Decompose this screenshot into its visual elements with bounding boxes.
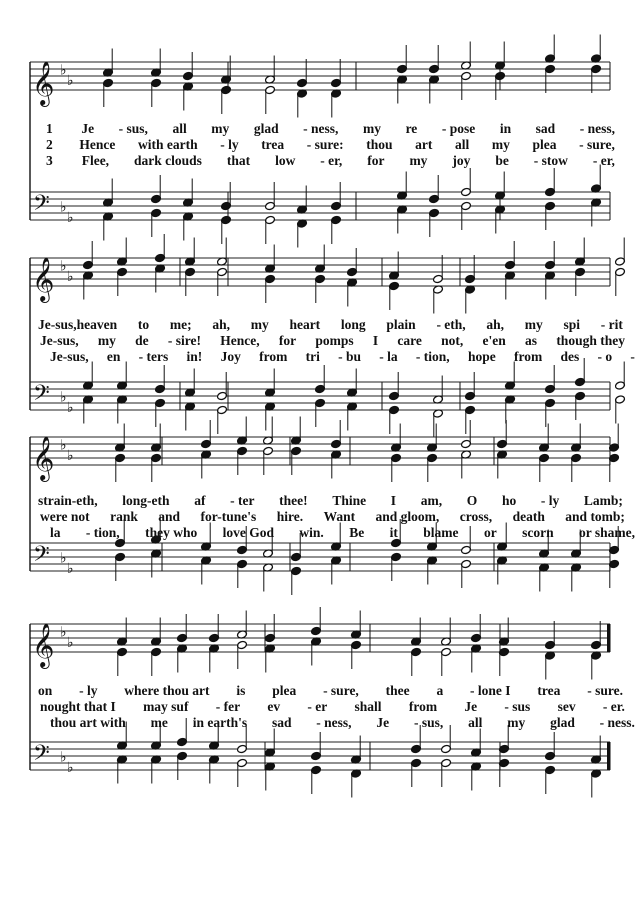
bass-clef-icon: 𝄢 [33, 381, 50, 411]
lyric-syllable: art [415, 137, 433, 152]
lyric-syllable: - sure. [587, 683, 623, 698]
treble-clef-icon: 𝄞 [32, 623, 55, 667]
lyric-syllable: though they [556, 333, 625, 348]
lyric-line-s2-v3 [30, 350, 635, 364]
lyric-syllable: or shame, [579, 525, 635, 540]
lyric-syllable: - ness, [303, 121, 339, 136]
lyric-syllable: be [495, 153, 509, 168]
lyric-syllable: I [372, 333, 379, 348]
lyric-syllable: - ter [230, 493, 255, 508]
lyric-syllable: to [137, 317, 150, 332]
lyric-syllable: with earth [137, 137, 198, 152]
key-flat-icon: ♭ [67, 635, 74, 651]
lyric-line-s3-v1 [30, 494, 623, 508]
bass-clef-icon: 𝄢 [33, 542, 50, 572]
lyric-syllable: trea [261, 137, 285, 152]
lyric-syllable: thou art with [50, 715, 126, 730]
key-flat-icon: ♭ [67, 400, 74, 416]
lyric-line-s1-v1 [30, 122, 615, 136]
lyric-line-s4-v3 [30, 716, 635, 730]
lyric-syllable: - sure: [306, 137, 344, 152]
lyric-syllable: glad [253, 121, 279, 136]
lyric-syllable: my [250, 317, 269, 332]
lyric-syllable: Hence, [220, 333, 260, 348]
lyric-syllable: not, [441, 333, 464, 348]
lyric-line-s4-v1 [30, 684, 623, 698]
lyric-syllable: strain-eth, [38, 493, 98, 508]
key-flat-icon: ♭ [67, 760, 74, 776]
lyric-syllable: - ters [138, 349, 169, 364]
lyric-syllable: ev [267, 699, 281, 714]
lyric-syllable: as [525, 333, 538, 348]
lyric-syllable: - rit [600, 317, 623, 332]
lyric-syllable: des [560, 349, 580, 364]
lyric-syllable: in earth's [192, 715, 248, 730]
lyric-syllable: - er. [602, 699, 625, 714]
lyric-syllable: I [390, 493, 397, 508]
lyric-line-s4-v2 [30, 700, 625, 714]
lyric-syllable: sev [557, 699, 576, 714]
lyric-syllable: that [226, 153, 251, 168]
lyric-syllable: a [436, 683, 444, 698]
lyric-syllable: they who [145, 525, 198, 540]
lyric-syllable: - eth, [436, 317, 466, 332]
lyric-syllable: - sus, [118, 121, 148, 136]
lyric-syllable: my [524, 317, 543, 332]
lyric-syllable: - sure, [579, 137, 615, 152]
lyric-syllable: sad [271, 715, 292, 730]
lyric-syllable: - ly [540, 493, 560, 508]
lyric-syllable: in! [186, 349, 203, 364]
lyric-syllable: in [499, 121, 512, 136]
treble-clef-icon: 𝄞 [32, 436, 55, 480]
lyric-syllable: - stow [533, 153, 568, 168]
lyric-syllable: - er, [320, 153, 343, 168]
lyric-line-s3-v2 [30, 510, 625, 524]
key-flat-icon: ♭ [60, 199, 67, 216]
lyric-syllable: - er, [592, 153, 615, 168]
lyric-syllable: re [405, 121, 418, 136]
lyric-syllable: win. [299, 525, 324, 540]
lyric-syllable: all [468, 715, 483, 730]
lyric-syllable: O [466, 493, 478, 508]
lyric-syllable: low [275, 153, 296, 168]
lyric-syllable: heart [289, 317, 321, 332]
lyric-syllable: were not [40, 509, 90, 524]
bass-clef-icon: 𝄢 [33, 741, 50, 771]
lyric-syllable: me [150, 715, 168, 730]
lyric-syllable: hire. [276, 509, 304, 524]
lyric-syllable: death [512, 509, 545, 524]
lyric-syllable: for [278, 333, 297, 348]
lyric-syllable: thou [366, 137, 393, 152]
lyric-syllable: shall [354, 699, 382, 714]
lyric-syllable: tri [305, 349, 320, 364]
lyric-syllable: ho [501, 493, 517, 508]
lyric-syllable: for-tune's [200, 509, 257, 524]
final-barline [607, 624, 610, 652]
lyric-syllable: all [172, 121, 187, 136]
lyric-syllable: my [507, 715, 526, 730]
lyric-syllable: pomps [315, 333, 354, 348]
lyric-syllable: - ly [220, 137, 239, 152]
lyric-syllable: is [236, 683, 246, 698]
lyric-syllable: - ness, [316, 715, 352, 730]
key-flat-icon: ♭ [67, 210, 74, 226]
bass-clef-icon: 𝄢 [33, 191, 50, 221]
lyric-syllable: e'en [482, 333, 506, 348]
lyric-syllable: plain [386, 317, 416, 332]
lyric-syllable: - er [307, 699, 328, 714]
lyric-syllable: long [340, 317, 366, 332]
key-flat-icon: ♭ [67, 448, 74, 464]
lyric-syllable: where thou art [124, 683, 210, 698]
lyric-syllable: am, [420, 493, 443, 508]
key-flat-icon: ♭ [60, 389, 67, 406]
lyric-syllable: joy [452, 153, 471, 168]
lyric-syllable: from [259, 349, 288, 364]
lyric-syllable: Flee, [81, 153, 110, 168]
lyric-syllable: - ness. [599, 715, 635, 730]
lyric-syllable: la [50, 525, 61, 540]
lyric-syllable: - tion, [85, 525, 120, 540]
lyric-line-s2-v1 [30, 318, 623, 332]
lyric-syllable: for [367, 153, 385, 168]
lyric-syllable: long-eth [122, 493, 170, 508]
lyric-syllable: Want [323, 509, 356, 524]
lyric-syllable: spi [563, 317, 581, 332]
lyric-syllable: en [106, 349, 121, 364]
lyric-syllable: my [409, 153, 428, 168]
stanza-number: 1 [46, 121, 53, 136]
lyric-syllable: Joy [220, 349, 241, 364]
lyric-syllable: Je [81, 121, 95, 136]
lyric-syllable: and tomb; [565, 509, 625, 524]
lyric-syllable: from [408, 699, 438, 714]
lyric-syllable: Je [464, 699, 478, 714]
lyric-syllable: and gloom, [375, 509, 440, 524]
lyric-syllable: it [389, 525, 398, 540]
key-flat-icon: ♭ [60, 62, 67, 79]
lyric-syllable: rank [110, 509, 138, 524]
lyric-syllable: - sure, [323, 683, 359, 698]
lyric-syllable: all [455, 137, 470, 152]
lyric-syllable: scorn [522, 525, 554, 540]
key-flat-icon: ♭ [60, 550, 67, 567]
lyric-syllable: - pose [441, 121, 476, 136]
lyric-syllable: - la [379, 349, 398, 364]
lyric-syllable: nought that I [40, 699, 116, 714]
lyric-syllable: Lamb; [583, 493, 623, 508]
lyric-syllable: - lone I [470, 683, 511, 698]
lyric-syllable: sad [535, 121, 556, 136]
lyric-syllable: - [630, 349, 635, 364]
lyric-syllable: - tion, [415, 349, 450, 364]
lyric-syllable: glad [550, 715, 575, 730]
lyric-syllable: trea [537, 683, 561, 698]
key-flat-icon: ♭ [67, 561, 74, 577]
lyric-syllable: - fer [215, 699, 241, 714]
lyric-syllable: Je-sus, [50, 349, 89, 364]
lyric-syllable: Thine [332, 493, 367, 508]
lyric-syllable: dark clouds [134, 153, 202, 168]
lyric-syllable: - sus, [414, 715, 444, 730]
lyric-syllable: and [158, 509, 181, 524]
lyric-syllable: - ness, [579, 121, 615, 136]
lyric-syllable: hope [467, 349, 496, 364]
lyric-syllable: - sus [504, 699, 531, 714]
lyric-syllable: - bu [338, 349, 362, 364]
lyric-syllable: cross, [459, 509, 493, 524]
lyric-syllable: plea [532, 137, 557, 152]
lyric-syllable: Be [349, 525, 365, 540]
lyric-syllable: - ly [79, 683, 98, 698]
stanza-number: 2 [46, 137, 53, 152]
lyric-syllable: plea [272, 683, 297, 698]
lyric-line-s3-v3 [30, 526, 635, 540]
treble-clef-icon: 𝄞 [32, 61, 55, 105]
lyric-syllable: Je [376, 715, 390, 730]
lyric-syllable: my [363, 121, 381, 136]
lyric-line-s1-v3 [30, 154, 615, 168]
stanza-number: 3 [46, 153, 53, 168]
final-barline [607, 742, 610, 770]
lyric-syllable: blame [423, 525, 459, 540]
lyric-syllable: me; [169, 317, 192, 332]
lyric-syllable: or [483, 525, 497, 540]
lyric-syllable: - sire! [167, 333, 202, 348]
lyric-line-s1-v2 [30, 138, 615, 152]
lyric-syllable: af [194, 493, 206, 508]
lyric-syllable: my [97, 333, 116, 348]
lyric-syllable: - o [597, 349, 613, 364]
lyric-syllable: Je-sus,heaven [38, 317, 118, 332]
key-flat-icon: ♭ [60, 749, 67, 766]
lyric-syllable: love God [222, 525, 275, 540]
key-flat-icon: ♭ [67, 73, 74, 89]
lyric-syllable: care [397, 333, 422, 348]
lyric-syllable: my [211, 121, 230, 136]
key-flat-icon: ♭ [60, 437, 67, 454]
lyric-syllable: my [491, 137, 510, 152]
lyric-syllable: thee [385, 683, 410, 698]
key-flat-icon: ♭ [67, 269, 74, 285]
lyric-syllable: on [38, 683, 53, 698]
lyric-syllable: de [135, 333, 149, 348]
lyric-syllable: thee! [279, 493, 308, 508]
lyric-syllable: from [513, 349, 543, 364]
lyric-syllable: ah, [212, 317, 230, 332]
lyric-syllable: Hence [79, 137, 116, 152]
key-flat-icon: ♭ [60, 624, 67, 641]
treble-clef-icon: 𝄞 [32, 257, 55, 301]
key-flat-icon: ♭ [60, 258, 67, 275]
lyric-line-s2-v2 [30, 334, 625, 348]
lyric-syllable: may suf [143, 699, 189, 714]
lyric-syllable: ah, [486, 317, 505, 332]
lyric-syllable: Je-sus, [40, 333, 79, 348]
